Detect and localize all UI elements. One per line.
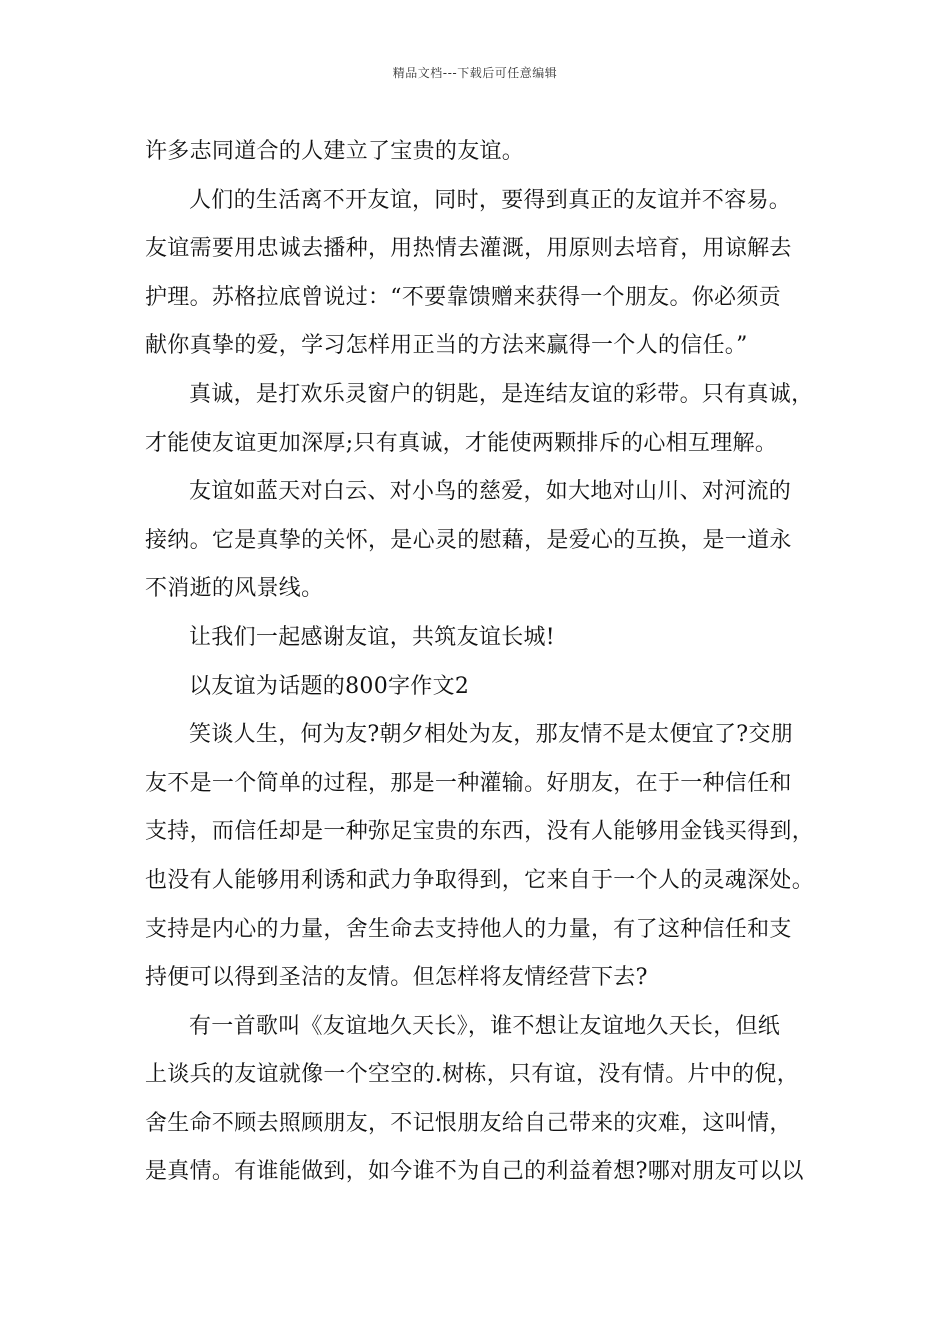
- text-line: 许多志同道合的人建立了宝贵的友谊。: [145, 139, 525, 164]
- text-line: 不消逝的风景线。: [145, 576, 324, 602]
- paragraph-start-line: 友谊如蓝天对白云、对小鸟的慈爱，如大地对山川、对河流的: [189, 479, 792, 505]
- paragraph-start-line: 有一首歌叫《友谊地久天长》，谁不想让友谊地久天长，但纸: [189, 1013, 781, 1039]
- paragraph-start-line: 人们的生活离不开友谊，同时，要得到真正的友谊并不容易。: [189, 187, 792, 213]
- section-title: 以友谊为话题的800字作文2: [189, 673, 470, 699]
- document-body: [145, 128, 825, 1197]
- text-line: 接纳。它是真挚的关怀，是心灵的慰藉，是爱心的互换，是一道永: [145, 527, 792, 553]
- text-line: 支持是内心的力量，舍生命去支持他人的力量，有了这种信任和支: [145, 916, 792, 942]
- text-line: 献你真挚的爱，学习怎样用正当的方法来赢得一个人的信任。”: [145, 333, 748, 359]
- text-line: 友不是一个简单的过程，那是一种灌输。好朋友，在于一种信任和: [145, 770, 792, 796]
- text-line: 才能使友谊更加深厚;只有真诚，才能使两颗排斥的心相互理解。: [145, 430, 778, 456]
- text-line: 舍生命不顾去照顾朋友，不记恨朋友给自己带来的灾难，这叫情，: [145, 1110, 792, 1136]
- text-line: 友谊需要用忠诚去播种，用热情去灌溉，用原则去培育，用谅解去: [145, 236, 792, 262]
- text-line: 是真情。有谁能做到，如今谁不为自己的利益着想?哪对朋友可以以: [145, 1159, 804, 1185]
- paragraph-start-line: 真诚，是打欢乐灵窗户的钥匙，是连结友谊的彩带。只有真诚，: [189, 381, 814, 407]
- paragraph-start-line: 让我们一起感谢友谊，共筑友谊长城!: [189, 624, 555, 650]
- paragraph-start-line: 笑谈人生，何为友?朝夕相处为友，那友情不是太便宜了?交朋: [189, 722, 793, 748]
- text-line: 也没有人能够用利诱和武力争取得到，它来自于一个人的灵魂深处。: [145, 867, 815, 893]
- text-line: 支持，而信任却是一种弥足宝贵的东西，没有人能够用金钱买得到，: [145, 819, 815, 845]
- text-line: 持便可以得到圣洁的友情。但怎样将友情经营下去?: [145, 965, 648, 991]
- text-line: 上谈兵的友谊就像一个空空的.树栋，只有谊，没有情。片中的倪，: [145, 1062, 799, 1088]
- page-header: 精品文档---下载后可任意编辑: [392, 66, 558, 80]
- text-line: 护理。苏格拉底曾说过：“不要靠馈赠来获得一个朋友。你必须贡: [145, 284, 781, 310]
